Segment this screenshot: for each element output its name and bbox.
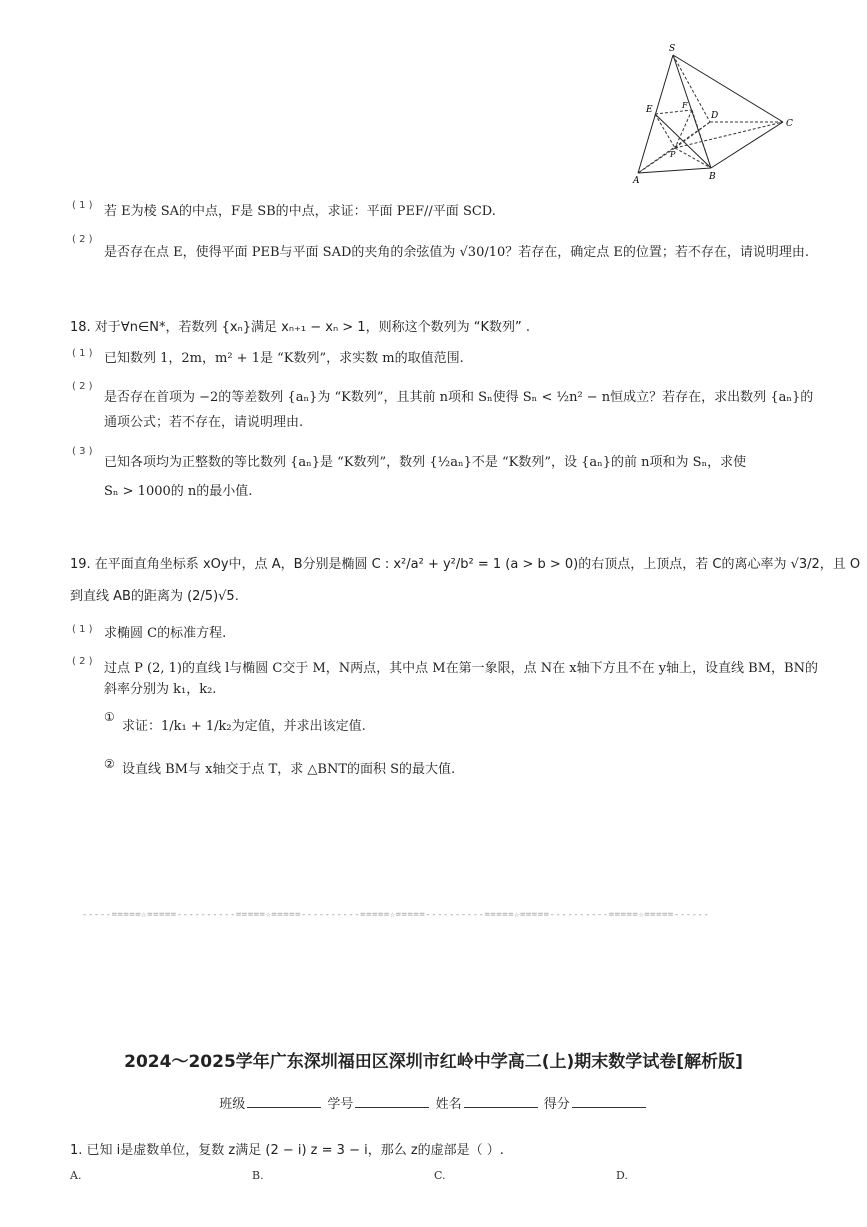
q18-part2-line2: 通项公式；若不存在，请说明理由. xyxy=(104,415,304,430)
vertex-label-p: P xyxy=(670,150,676,159)
exam-q1-option-b: B. xyxy=(252,1169,264,1182)
q18-part3-tag: ( 3 ) xyxy=(72,446,93,457)
q17-part1-tag: ( 1 ) xyxy=(72,200,93,211)
exam-q1-option-a: A. xyxy=(70,1169,82,1182)
q17-part2-text: 是否存在点 E，使得平面 PEB与平面 SAD的夹角的余弦值为 √30/10？若存在，确定点 E的位置；若不存在，请说明理由. xyxy=(104,245,810,260)
q19-part2-line2: 斜率分别为 k₁，k₂. xyxy=(104,682,217,697)
q19-sub2-text: 设直线 BM与 x轴交于点 T，求 △BNT的面积 S的最大值. xyxy=(122,762,456,777)
pyramid-figure xyxy=(625,40,805,185)
q19-heading-line2: 到直线 AB的距离为 (2/5)√5. xyxy=(70,589,239,604)
q17-part1-text: 若 E为棱 SA的中点，F是 SB的中点，求证：平面 PEF//平面 SCD. xyxy=(104,204,496,219)
exam-q1-option-c: C. xyxy=(434,1169,446,1182)
q18-part3-line1: 已知各项均为正整数的等比数列 {aₙ}是 “K数列”，数列 {½aₙ}不是 “K数列”，设 {aₙ}的前 n项和为 Sₙ，求使 xyxy=(104,455,747,470)
q19-heading-line1: 19. 在平面直角坐标系 xOy中，点 A，B分别是椭圆 C : x²/a² + y²/b² = 1 (a > b > 0)的右顶点，上顶点，若 C的离心率为 √3/2，且 O xyxy=(70,557,861,572)
vertex-label-e: E xyxy=(646,105,653,115)
q18-heading: 18. 对于∀n∈N*，若数列 {xₙ}满足 xₙ₊₁ − xₙ > 1，则称这个数列为 “K数列” . xyxy=(70,320,530,335)
exam-title: 2024～2025学年广东深圳福田区深圳市红岭中学高二(上)期末数学试卷[解析版] xyxy=(124,1052,743,1072)
vertex-label-b: B xyxy=(709,172,716,182)
q19-sub1-mark: ① xyxy=(104,710,115,724)
q19-part2-tag: ( 2 ) xyxy=(72,656,93,667)
vertex-label-d: D xyxy=(711,111,719,121)
q17-part2-tag: ( 2 ) xyxy=(72,234,93,245)
q18-part1-tag: ( 1 ) xyxy=(72,348,93,359)
vertex-label-c: C xyxy=(786,119,793,129)
vertex-label-a: A xyxy=(633,176,640,185)
vertex-label-s: S xyxy=(669,44,676,54)
q18-part1-text: 已知数列 1，2m，m² + 1是 “K数列”，求实数 m的取值范围. xyxy=(104,351,464,366)
q19-part1-text: 求椭圆 C的标准方程. xyxy=(104,626,227,641)
field-class-label: 班级 xyxy=(219,1097,246,1112)
field-name-label: 姓名 xyxy=(435,1097,462,1112)
q18-part3-line2: Sₙ > 1000的 n的最小值. xyxy=(104,484,253,499)
field-name-blank[interactable] xyxy=(464,1095,538,1108)
q19-part1-tag: ( 1 ) xyxy=(72,624,93,635)
field-class-blank[interactable] xyxy=(247,1095,321,1108)
field-score-blank[interactable] xyxy=(572,1095,646,1108)
section-separator: -----=====☆=====----------=====☆=====----------=====☆=====----------=====☆=====----------=====☆=====------ xyxy=(82,910,710,920)
student-info-fields xyxy=(0,1093,867,1112)
exam-q1-text: 1. 已知 i是虚数单位，复数 z满足 (2 − i) z = 3 − i，那么 z的虚部是（ ）. xyxy=(70,1143,504,1158)
vertex-label-f: F xyxy=(682,101,688,110)
exam-q1-option-d: D. xyxy=(616,1169,628,1182)
q19-sub1-text: 求证：1/k₁ + 1/k₂为定值，并求出该定值. xyxy=(122,719,366,734)
field-id-label: 学号 xyxy=(327,1097,354,1112)
q18-part2-line1: 是否存在首项为 −2的等差数列 {aₙ}为 “K数列”，且其前 n项和 Sₙ使得 Sₙ < ½n² − n恒成立？若存在，求出数列 {aₙ}的 xyxy=(104,390,814,405)
q19-sub2-mark: ② xyxy=(104,757,115,771)
q19-part2-line1: 过点 P (2, 1)的直线 l与椭圆 C交于 M，N两点，其中点 M在第一象限，点 N在 x轴下方且不在 y轴上，设直线 BM，BN的 xyxy=(104,661,818,676)
field-score-label: 得分 xyxy=(543,1097,570,1112)
q18-part2-tag: ( 2 ) xyxy=(72,381,93,392)
field-id-blank[interactable] xyxy=(355,1095,429,1108)
